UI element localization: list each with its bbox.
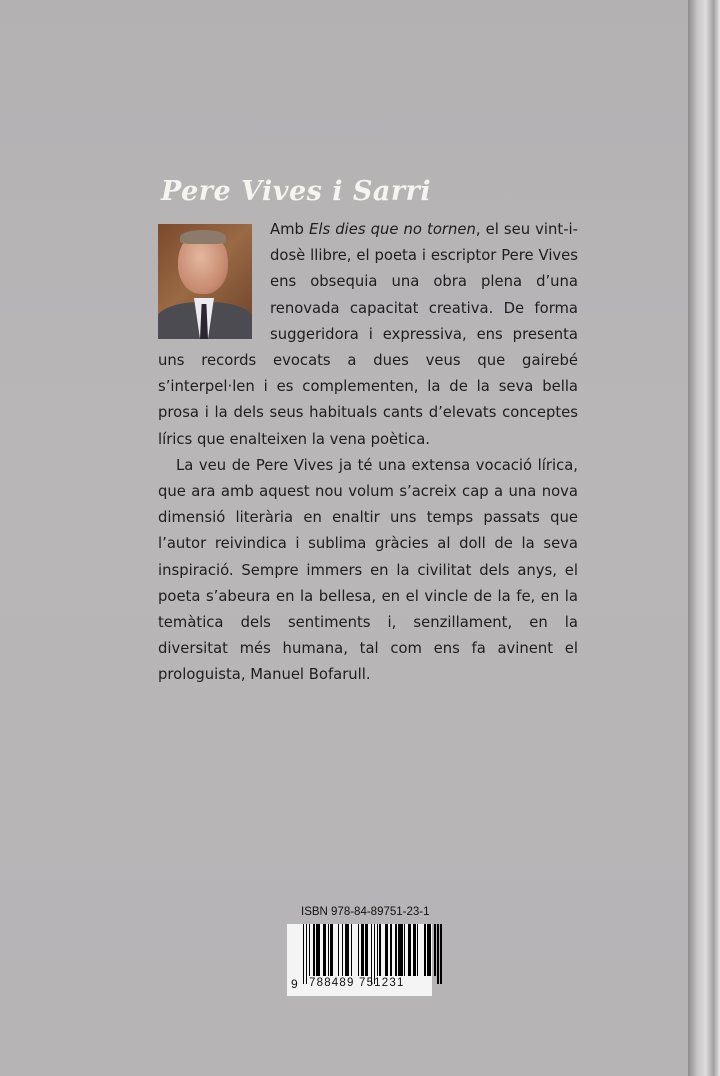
book-spine-edge — [688, 0, 720, 1076]
photo-wrap-spacer — [158, 217, 270, 342]
isbn-text: ISBN 978-84-89751-23-1 — [301, 906, 430, 918]
blurb-text — [158, 217, 578, 689]
book-title-italic: Els dies que no tornen — [309, 221, 476, 238]
barcode-first-digit: 9 — [291, 977, 298, 991]
barcode-bars — [303, 924, 442, 982]
blurb-lead: Amb — [270, 221, 309, 238]
blurb-paragraph-1-rest: , el seu vint-i-dosè llibre, el poeta i escriptor Pere Vives ens obsequia una obra plena d’una renovada capacitat creativa. De forma suggeridora i expressiva, ens presenta uns records evocats a dues veus que gairebé s’interpel·len i es complementen, la de la seva bella prosa i la dels seus habituals cants d’elevats conceptes lírics que enalteixen la vena poètica. — [158, 221, 579, 448]
barcode — [287, 924, 432, 996]
author-name: Pere Vives i Sarri — [161, 176, 432, 207]
barcode-bar — [440, 924, 441, 984]
barcode-digits: 788489 751231 — [309, 977, 405, 989]
blurb-paragraph-2: La veu de Pere Vives ja té una extensa vocació lírica, que ara amb aquest nou volum s’acreix cap a una nova dimensió literària en enaltir uns temps passats que l’autor reivindica i sublima gràcies al doll de la seva inspiració. Sempre immers en la civilitat dels anys, el poeta s’abeura en la bellesa, en el vincle de la fe, en la temàtica dels sentiments i, senzillament, en la diversitat més humana, tal com ens fa avinent el prologuista, Manuel Bofarull. — [158, 456, 578, 684]
